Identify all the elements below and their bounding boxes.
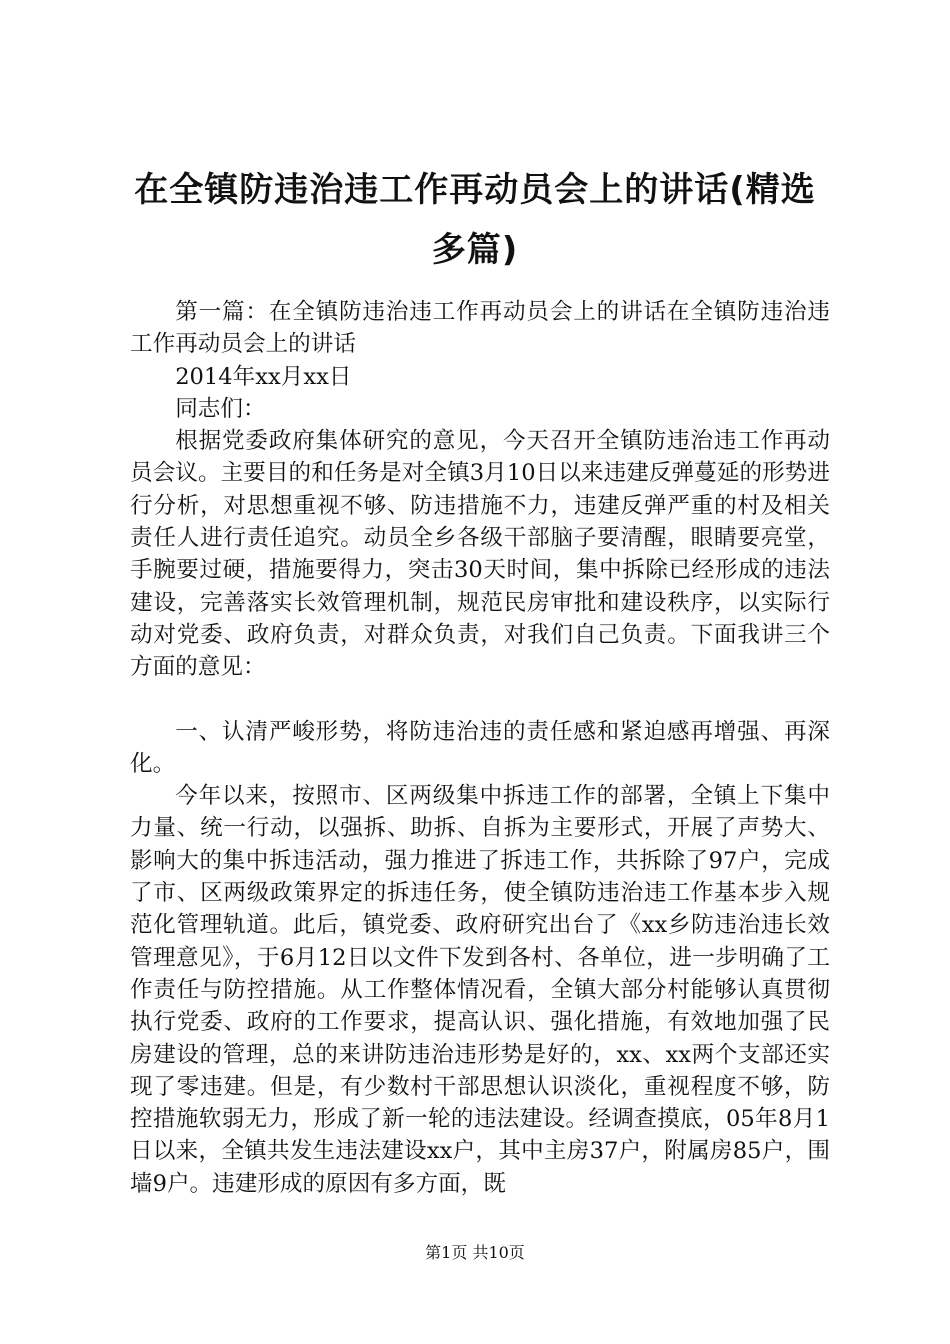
- paragraph-intro: 根据党委政府集体研究的意见，今天召开全镇防违治违工作再动员会议。主要目的和任务是对全镇3月10日以来违建反弹蔓延的形势进行分析，对思想重视不够、防违措施不力，违建反弹严重的村及相关责任人进行责任追究。动员全乡各级干部脑子要清醒，眼睛要亮堂，手腕要过硬，措施要得力，突击30天时间，集中拆除已经形成的违法建设，完善落实长效管理机制，规范民房审批和建设秩序，以实际行动对党委、政府负责，对群众负责，对我们自己负责。下面我讲三个方面的意见：: [130, 428, 830, 681]
- page-number: 第1页 共10页: [425, 1243, 525, 1262]
- paragraph-section-1: 今年以来，按照市、区两级集中拆违工作的部署，全镇上下集中力量、统一行动，以强拆、助拆、自拆为主要形式，开展了声势大、影响大的集中拆违活动，强力推进了拆违工作，共拆除了97户，完成了市、区两级政策界定的拆违任务，使全镇防违治违工作基本步入规范化管理轨道。此后，镇党委、政府研究出台了《xx乡防违治违长效管理意见》，于6月12日以文件下发到各村、各单位，进一步明确了工作责任与防控措施。从工作整体情况看，全镇大部分村能够认真贯彻执行党委、政府的工作要求，提高认识、强化措施，有效地加强了民房建设的管理，总的来讲防违治违形势是好的，xx、xx两个支部还实现了零违建。但是，有少数村干部思想认识淡化，重视程度不够，防控措施软弱无力，形成了新一轮的违法建设。经调查摸底，05年8月1日以来，全镇共发生违法建设xx户，其中主房37户，附属房85户，围墙9户。违建形成的原因有多方面，既: [130, 783, 830, 1197]
- section-heading-1: 一、认清严峻形势，将防违治违的责任感和紧迫感再增强、再深化。: [130, 718, 830, 777]
- paragraph-salutation: 同志们：: [175, 395, 266, 422]
- document-title: 在全镇防违治违工作再动员会上的讲话(精选多篇): [134, 170, 816, 270]
- paragraph-heading: 第一篇：在全镇防违治违工作再动员会上的讲话在全镇防违治违工作再动员会上的讲话: [130, 299, 830, 358]
- paragraph-date: 2014年xx月xx日: [175, 363, 352, 390]
- document-body: [130, 296, 830, 1200]
